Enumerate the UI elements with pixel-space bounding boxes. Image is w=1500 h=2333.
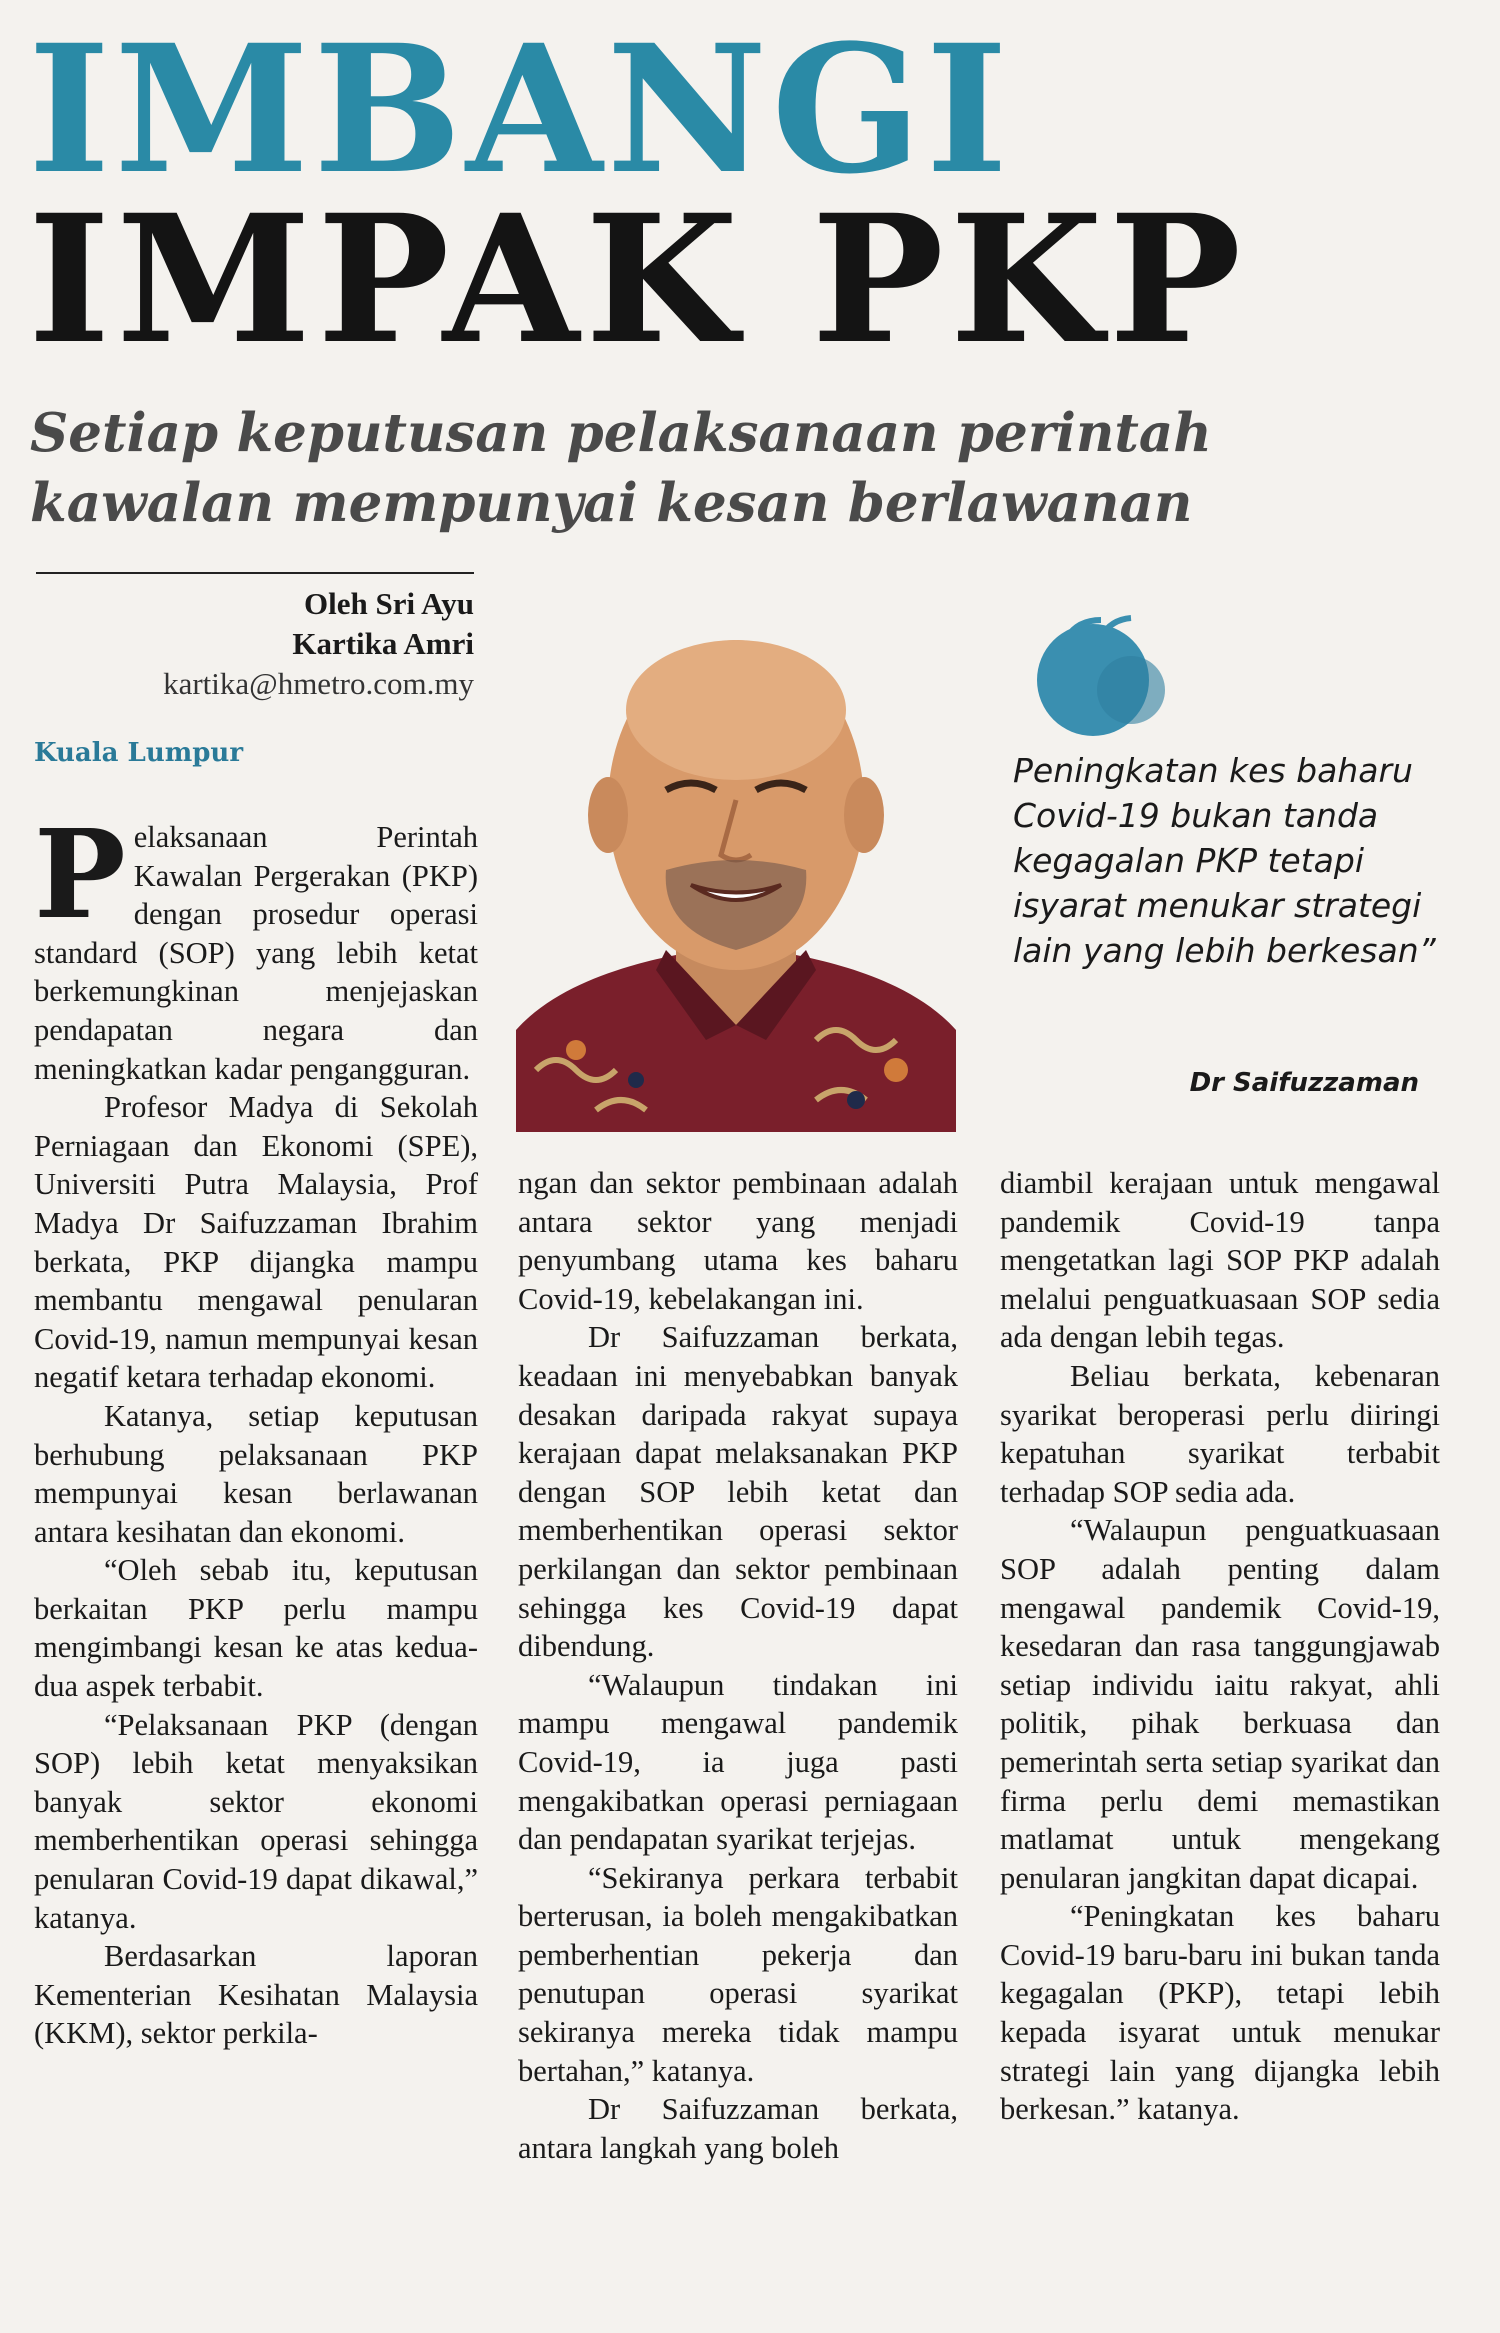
paragraph-6: Berdasarkan laporan Kementerian Kesihatan Malaysia (KKM), sektor perkila- — [34, 1939, 478, 2051]
byline-author-line-2: Kartika Amri — [292, 626, 474, 661]
byline-author-line-1: Oleh Sri Ayu — [304, 586, 474, 621]
drop-cap: P — [34, 802, 126, 946]
paragraph-1 — [34, 802, 478, 1088]
paragraph-1-text: elaksanaan Perintah Kawalan Pergerakan (PKP) dengan prosedur operasi standard (SOP) yang lebih ketat berkemungkinan menjejaskan pendapatan negara dan meningkatkan kadar pengangguran. — [34, 820, 478, 1086]
headline-line-1: IMBANGI — [28, 6, 1012, 213]
headline-line-2: IMPAK PKP — [28, 176, 1248, 383]
paragraph-15: “Peningkatan kes baharu Covid-19 baru-baru ini bukan tanda kegagalan (PKP), tetapi lebih kepada isyarat untuk menukar strategi lain yang dijangka lebih berkesan.” katanya. — [1000, 1899, 1440, 2127]
paragraph-4: “Oleh sebab itu, keputusan berkaitan PKP perlu mampu mengimbangi kesan ke atas kedua-dua aspek terbabit. — [34, 1553, 478, 1704]
paragraph-11: Dr Saifuzzaman berkata, antara langkah yang boleh — [518, 2092, 958, 2165]
byline — [36, 584, 474, 704]
pull-quote-text: Peningkatan kes baharu Covid-19 bukan tanda kegagalan PKP tetapi isyarat menukar strategi lain yang lebih berkesan” — [1013, 751, 1436, 970]
paragraph-2: Profesor Madya di Sekolah Perniagaan dan Ekonomi (SPE), Universiti Putra Malaysia, Prof Madya Dr Saifuzzaman Ibrahim berkata, PKP dijangka mampu membantu mengawal penularan Covid-19, namun mempunyai kesan negatif ketara terhadap ekonomi. — [34, 1090, 478, 1395]
paragraph-3: Katanya, setiap keputusan berhubung pelaksanaan PKP mempunyai kesan berlawanan antara kesihatan dan ekonomi. — [34, 1398, 478, 1549]
paragraph-10: “Sekiranya perkara terbabit berterusan, ia boleh mengakibatkan pemberhentian pekerja dan penutupan operasi syarikat sekiranya mereka tidak mampu bertahan,” katanya. — [518, 1860, 958, 2088]
dateline: Kuala Lumpur — [34, 738, 244, 768]
paragraph-7: ngan dan sektor pembinaan adalah antara sektor yang menjadi penyumbang utama kes baharu Covid-19, kebelakangan ini. — [518, 1166, 958, 1316]
byline-rule — [36, 572, 474, 574]
paragraph-14: “Walaupun penguatkuasaan SOP adalah penting dalam mengawal pandemik Covid-19, kesedaran dan rasa tanggungjawab setiap individu iaitu rakyat, ahli politik, pihak berkuasa dan pemerintah serta setiap syarikat dan firma perlu demi memastikan matlamat untuk mengekang penularan jangkitan dapat dicapai. — [1000, 1513, 1440, 1895]
paragraph-13: Beliau berkata, kebenaran syarikat beroperasi perlu diiringi kepatuhan syarikat terbabit terhadap SOP sedia ada. — [1000, 1358, 1440, 1509]
paragraph-8: Dr Saifuzzaman berkata, keadaan ini menyebabkan banyak desakan daripada rakyat supaya kerajaan dapat melaksanakan PKP dengan SOP lebih ketat dan memberhentikan operasi sektor perkilangan dan sektor pembinaan sehingga kes Covid-19 dapat dibendung. — [518, 1320, 958, 1664]
article-column-1 — [34, 802, 478, 2053]
article-column-2 — [518, 1164, 958, 2167]
pull-quote — [1005, 600, 1445, 1100]
article-column-3 — [1000, 1164, 1440, 2129]
byline-email[interactable]: kartika@hmetro.com.my — [163, 666, 474, 701]
paragraph-5: “Pelaksanaan PKP (dengan SOP) lebih ketat menyaksikan banyak sektor ekonomi memberhentikan operasi sehingga penularan Covid-19 dapat dikawal,” katanya. — [34, 1707, 478, 1935]
subheadline: Setiap keputusan pelaksanaan perintah kawalan mempunyai kesan berlawanan — [30, 402, 1212, 534]
portrait-image — [516, 600, 956, 1132]
paragraph-12: diambil kerajaan untuk mengawal pandemik Covid-19 tanpa mengetatkan lagi SOP PKP adalah melalui penguatkuasaan SOP sedia ada dengan lebih tegas. — [1000, 1166, 1440, 1355]
paragraph-9: “Walaupun tindakan ini mampu mengawal pandemik Covid-19, ia juga pasti mengakibatkan operasi perniagaan dan pendapatan syarikat terjejas. — [518, 1667, 958, 1857]
quote-mark-icon — [1021, 600, 1171, 740]
portrait-photo — [516, 600, 956, 1132]
pull-quote-attribution: Dr Saifuzzaman — [1189, 1068, 1419, 1098]
